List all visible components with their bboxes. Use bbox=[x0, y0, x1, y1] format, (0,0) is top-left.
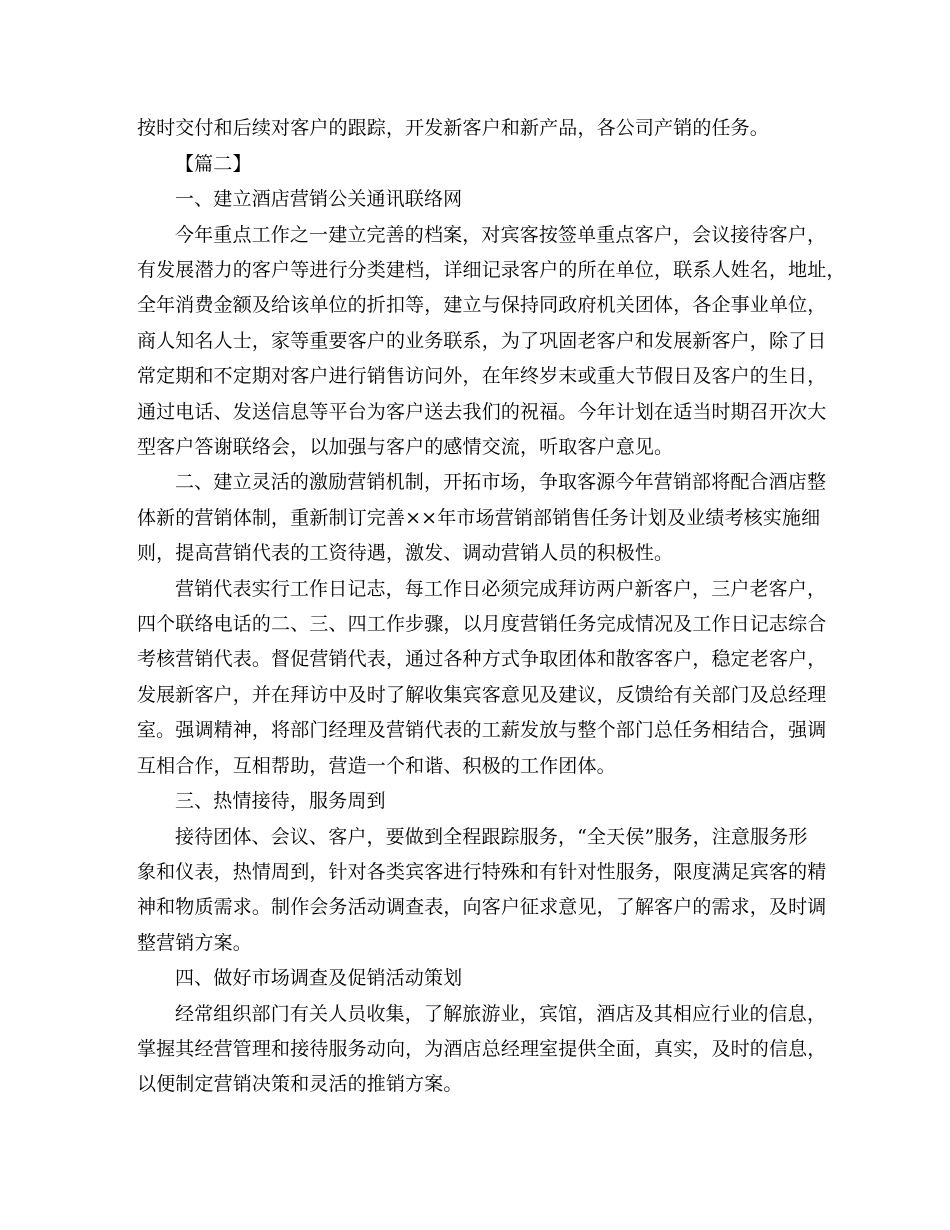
paragraph-line: 今年重点工作之一建立完善的档案，对宾客按签单重点客户，会议接待客户， bbox=[175, 224, 827, 246]
section-heading: 三、热情接待，服务周到 bbox=[175, 790, 386, 812]
paragraph-line: 室。强调精神，将部门经理及营销代表的工薪发放与整个部门总任务相结合，强调 bbox=[137, 719, 827, 741]
paragraph-line: 常定期和不定期对客户进行销售访问外，在年终岁末或重大节假日及客户的生日， bbox=[137, 365, 827, 387]
section-heading: 四、做好市场调查及促销活动策划 bbox=[175, 967, 463, 989]
paragraph-line: 考核营销代表。督促营销代表，通过各种方式争取团体和散客客户，稳定老客户， bbox=[137, 648, 827, 670]
paragraph-line: 经常组织部门有关人员收集，了解旅游业，宾馆，酒店及其相应行业的信息， bbox=[175, 1003, 827, 1025]
paragraph-line: 接待团体、会议、客户，要做到全程跟踪服务，“全天侯”服务，注意服务形 bbox=[175, 826, 808, 848]
paragraph-line: 象和仪表，热情周到，针对各类宾客进行特殊和有针对性服务，限度满足宾客的精 bbox=[137, 861, 827, 883]
paragraph-line: 有发展潜力的客户等进行分类建档，详细记录客户的所在单位，联系人姓名，地址， bbox=[137, 259, 846, 281]
paragraph-line: 型客户答谢联络会，以加强与客户的感情交流，听取客户意见。 bbox=[137, 436, 674, 458]
paragraph-line: 二、建立灵活的激励营销机制，开拓市场，争取客源今年营销部将配合酒店整 bbox=[175, 471, 827, 493]
paragraph-line: 以便制定营销决策和灵活的推销方案。 bbox=[137, 1073, 463, 1095]
paragraph-line: 掌握其经营管理和接待服务动向，为酒店总经理室提供全面，真实，及时的信息， bbox=[137, 1038, 827, 1060]
paragraph-line: 营销代表实行工作日记志，每工作日必须完成拜访两户新客户，三户老客户， bbox=[175, 578, 827, 600]
paragraph-line: 全年消费金额及给该单位的折扣等，建立与保持同政府机关团体，各企事业单位， bbox=[137, 294, 827, 316]
paragraph-line: 则，提高营销代表的工资待遇，激发、调动营销人员的积极性。 bbox=[137, 542, 674, 564]
paragraph-line: 四个联络电话的二、三、四工作步骤，以月度营销任务完成情况及工作日记志综合 bbox=[137, 613, 827, 635]
paragraph-line: 按时交付和后续对客户的跟踪，开发新客户和新产品，各公司产销的任务。 bbox=[137, 117, 769, 139]
section-heading: 【篇二】 bbox=[175, 153, 252, 175]
paragraph-line: 整营销方案。 bbox=[137, 932, 252, 954]
paragraph-line: 互相合作，互相帮助，营造一个和谐、积极的工作团体。 bbox=[137, 755, 616, 777]
paragraph-line: 发展新客户，并在拜访中及时了解收集宾客意见及建议，反馈给有关部门及总经理 bbox=[137, 684, 827, 706]
paragraph-line: 通过电话、发送信息等平台为客户送去我们的祝福。今年计划在适当时期召开次大 bbox=[137, 401, 827, 423]
section-heading: 一、建立酒店营销公关通讯联络网 bbox=[175, 188, 463, 210]
paragraph-line: 神和物质需求。制作会务活动调查表，向客户征求意见，了解客户的需求，及时调 bbox=[137, 896, 827, 918]
paragraph-line: 商人知名人士，家等重要客户的业务联系，为了巩固老客户和发展新客户，除了日 bbox=[137, 330, 827, 352]
paragraph-line: 体新的营销体制，重新制订完善××年市场营销部销售任务计划及业绩考核实施细 bbox=[137, 507, 821, 529]
